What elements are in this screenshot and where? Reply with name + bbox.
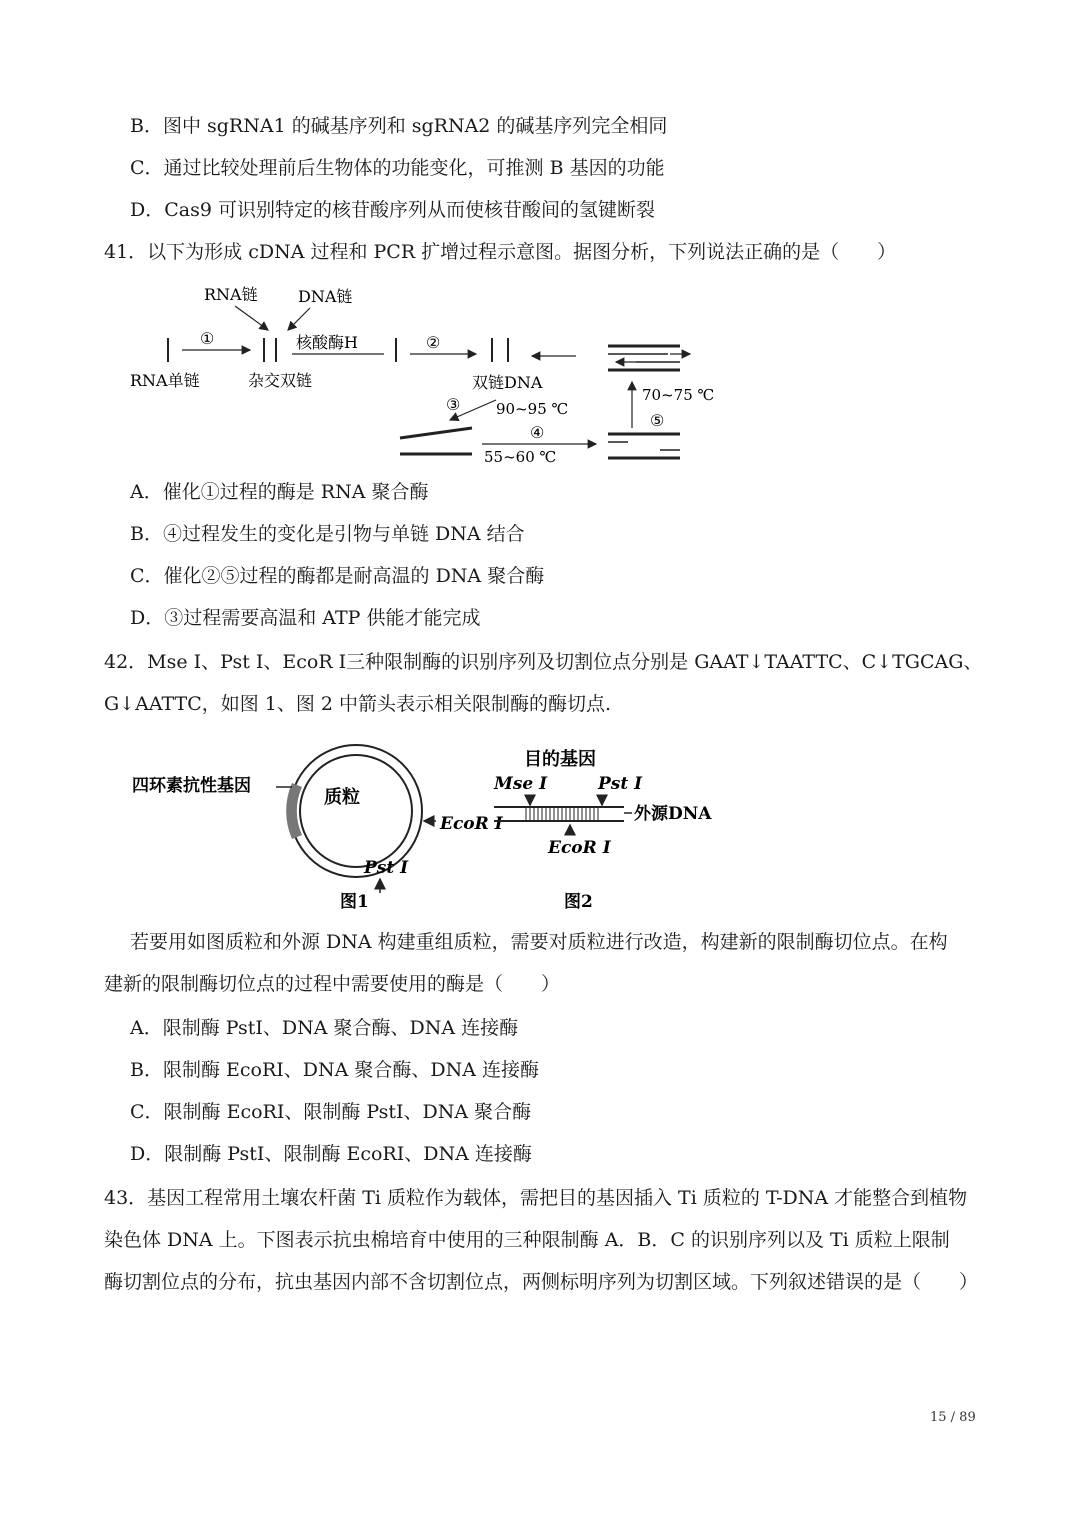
- q43-line-2: 染色体 DNA 上。下图表示抗虫棉培育中使用的三种限制酶 A．B．C 的识别序列以及 Ti 质粒上限制: [104, 1229, 950, 1251]
- q43-line-3: 酶切割位点的分布，抗虫基因内部不含切割位点，两侧标明序列为切割区域。下列叙述错误的是（ ）: [104, 1271, 979, 1293]
- label-rna-chain: RNA链: [204, 285, 258, 304]
- mse1-label: Mse Ⅰ: [494, 774, 548, 794]
- q42-paragraph-line-2: 建新的限制酶切位点的过程中需要使用的酶是（ ）: [104, 973, 561, 995]
- q42-option-b: B．限制酶 EcoRⅠ、DNA 聚合酶、DNA 连接酶: [130, 1059, 540, 1081]
- q43-line-1: 43．基因工程常用土壤农杆菌 Ti 质粒作为载体，需把目的基因插入 Ti 质粒的 T-DNA 才能整合到植物: [104, 1187, 968, 1209]
- step-4-label: ④: [530, 423, 545, 442]
- q41-option-a: A．催化①过程的酶是 RNA 聚合酶: [130, 481, 429, 503]
- pst1b-label: Pst Ⅰ: [598, 774, 643, 794]
- q42-option-d: D．限制酶 PstⅠ、限制酶 EcoRⅠ、DNA 连接酶: [130, 1143, 532, 1165]
- step-2-label: ②: [426, 333, 441, 352]
- q42-option-a: A．限制酶 PstⅠ、DNA 聚合酶、DNA 连接酶: [130, 1017, 519, 1039]
- q42-paragraph-line-1: 若要用如图质粒和外源 DNA 构建重组质粒，需要对质粒进行改造，构建新的限制酶切位点。在构: [130, 931, 948, 953]
- q41-option-b: B．④过程发生的变化是引物与单链 DNA 结合: [130, 523, 525, 545]
- plasmid-diagram: [128, 735, 728, 920]
- q42-stem-line-1: 42．Mse Ⅰ、Pst Ⅰ、EcoR Ⅰ三种限制酶的识别序列及切割位点分别是 GAAT↓TAATTC、C↓TGCAG、: [104, 651, 983, 673]
- arrow-rna-pointer: [235, 306, 268, 330]
- ecor1-label: EcoR Ⅰ: [440, 814, 503, 834]
- q41-stem: 41．以下为形成 cDNA 过程和 PCR 扩增过程示意图。据图分析，下列说法正确的是（ ）: [104, 241, 897, 263]
- fig1-caption: 图1: [340, 892, 369, 912]
- arrow-dna-pointer: [288, 308, 310, 330]
- label-ds-dna: 双链DNA: [472, 373, 543, 392]
- target-gene-segment: [526, 807, 598, 821]
- label-rna-single: RNA单链: [130, 371, 200, 390]
- label-dna-chain: DNA链: [298, 287, 353, 306]
- tet-gene-label: 四环素抗性基因: [132, 776, 251, 796]
- step-3-label: ③: [446, 395, 461, 414]
- pst1-label: Pst Ⅰ: [364, 858, 409, 878]
- q40-option-b: B．图中 sgRNA1 的碱基序列和 sgRNA2 的碱基序列完全相同: [130, 115, 668, 137]
- q40-option-c: C．通过比较处理前后生物体的功能变化，可推测 B 基因的功能: [130, 157, 665, 179]
- q40-option-d: D．Cas9 可识别特定的核苷酸序列从而使核苷酸间的氢键断裂: [130, 199, 655, 221]
- foreign-dna-label: 外源DNA: [634, 804, 712, 824]
- fig2-caption: 图2: [564, 892, 593, 912]
- temp-55-60: 55~60 ℃: [484, 448, 557, 466]
- temp-70-75: 70~75 ℃: [642, 386, 715, 404]
- q41-option-d: D．③过程需要高温和 ATP 供能才能完成: [130, 607, 481, 629]
- temp-90-95: 90~95 ℃: [496, 400, 569, 418]
- ecor1b-label: EcoR Ⅰ: [548, 838, 611, 858]
- plasmid-inner-ring: [300, 755, 412, 867]
- step-5-label: ⑤: [650, 411, 665, 430]
- page-number: 15 / 89: [930, 1410, 976, 1425]
- q42-stem-line-2: G↓AATTC，如图 1、图 2 中箭头表示相关限制酶的酶切点.: [104, 693, 612, 715]
- label-hybrid: 杂交双链: [248, 371, 313, 390]
- q42-option-c: C．限制酶 EcoRⅠ、限制酶 PstⅠ、DNA 聚合酶: [130, 1101, 532, 1123]
- separated-strand-top: [400, 428, 472, 438]
- plasmid-label: 质粒: [324, 787, 360, 808]
- cdna-pcr-diagram: [120, 278, 760, 468]
- step-1-label: ①: [200, 329, 215, 348]
- rnase-h-label: 核酸酶H: [296, 333, 358, 352]
- target-gene-label: 目的基因: [524, 749, 596, 770]
- q41-option-c: C．催化②⑤过程的酶都是耐高温的 DNA 聚合酶: [130, 565, 545, 587]
